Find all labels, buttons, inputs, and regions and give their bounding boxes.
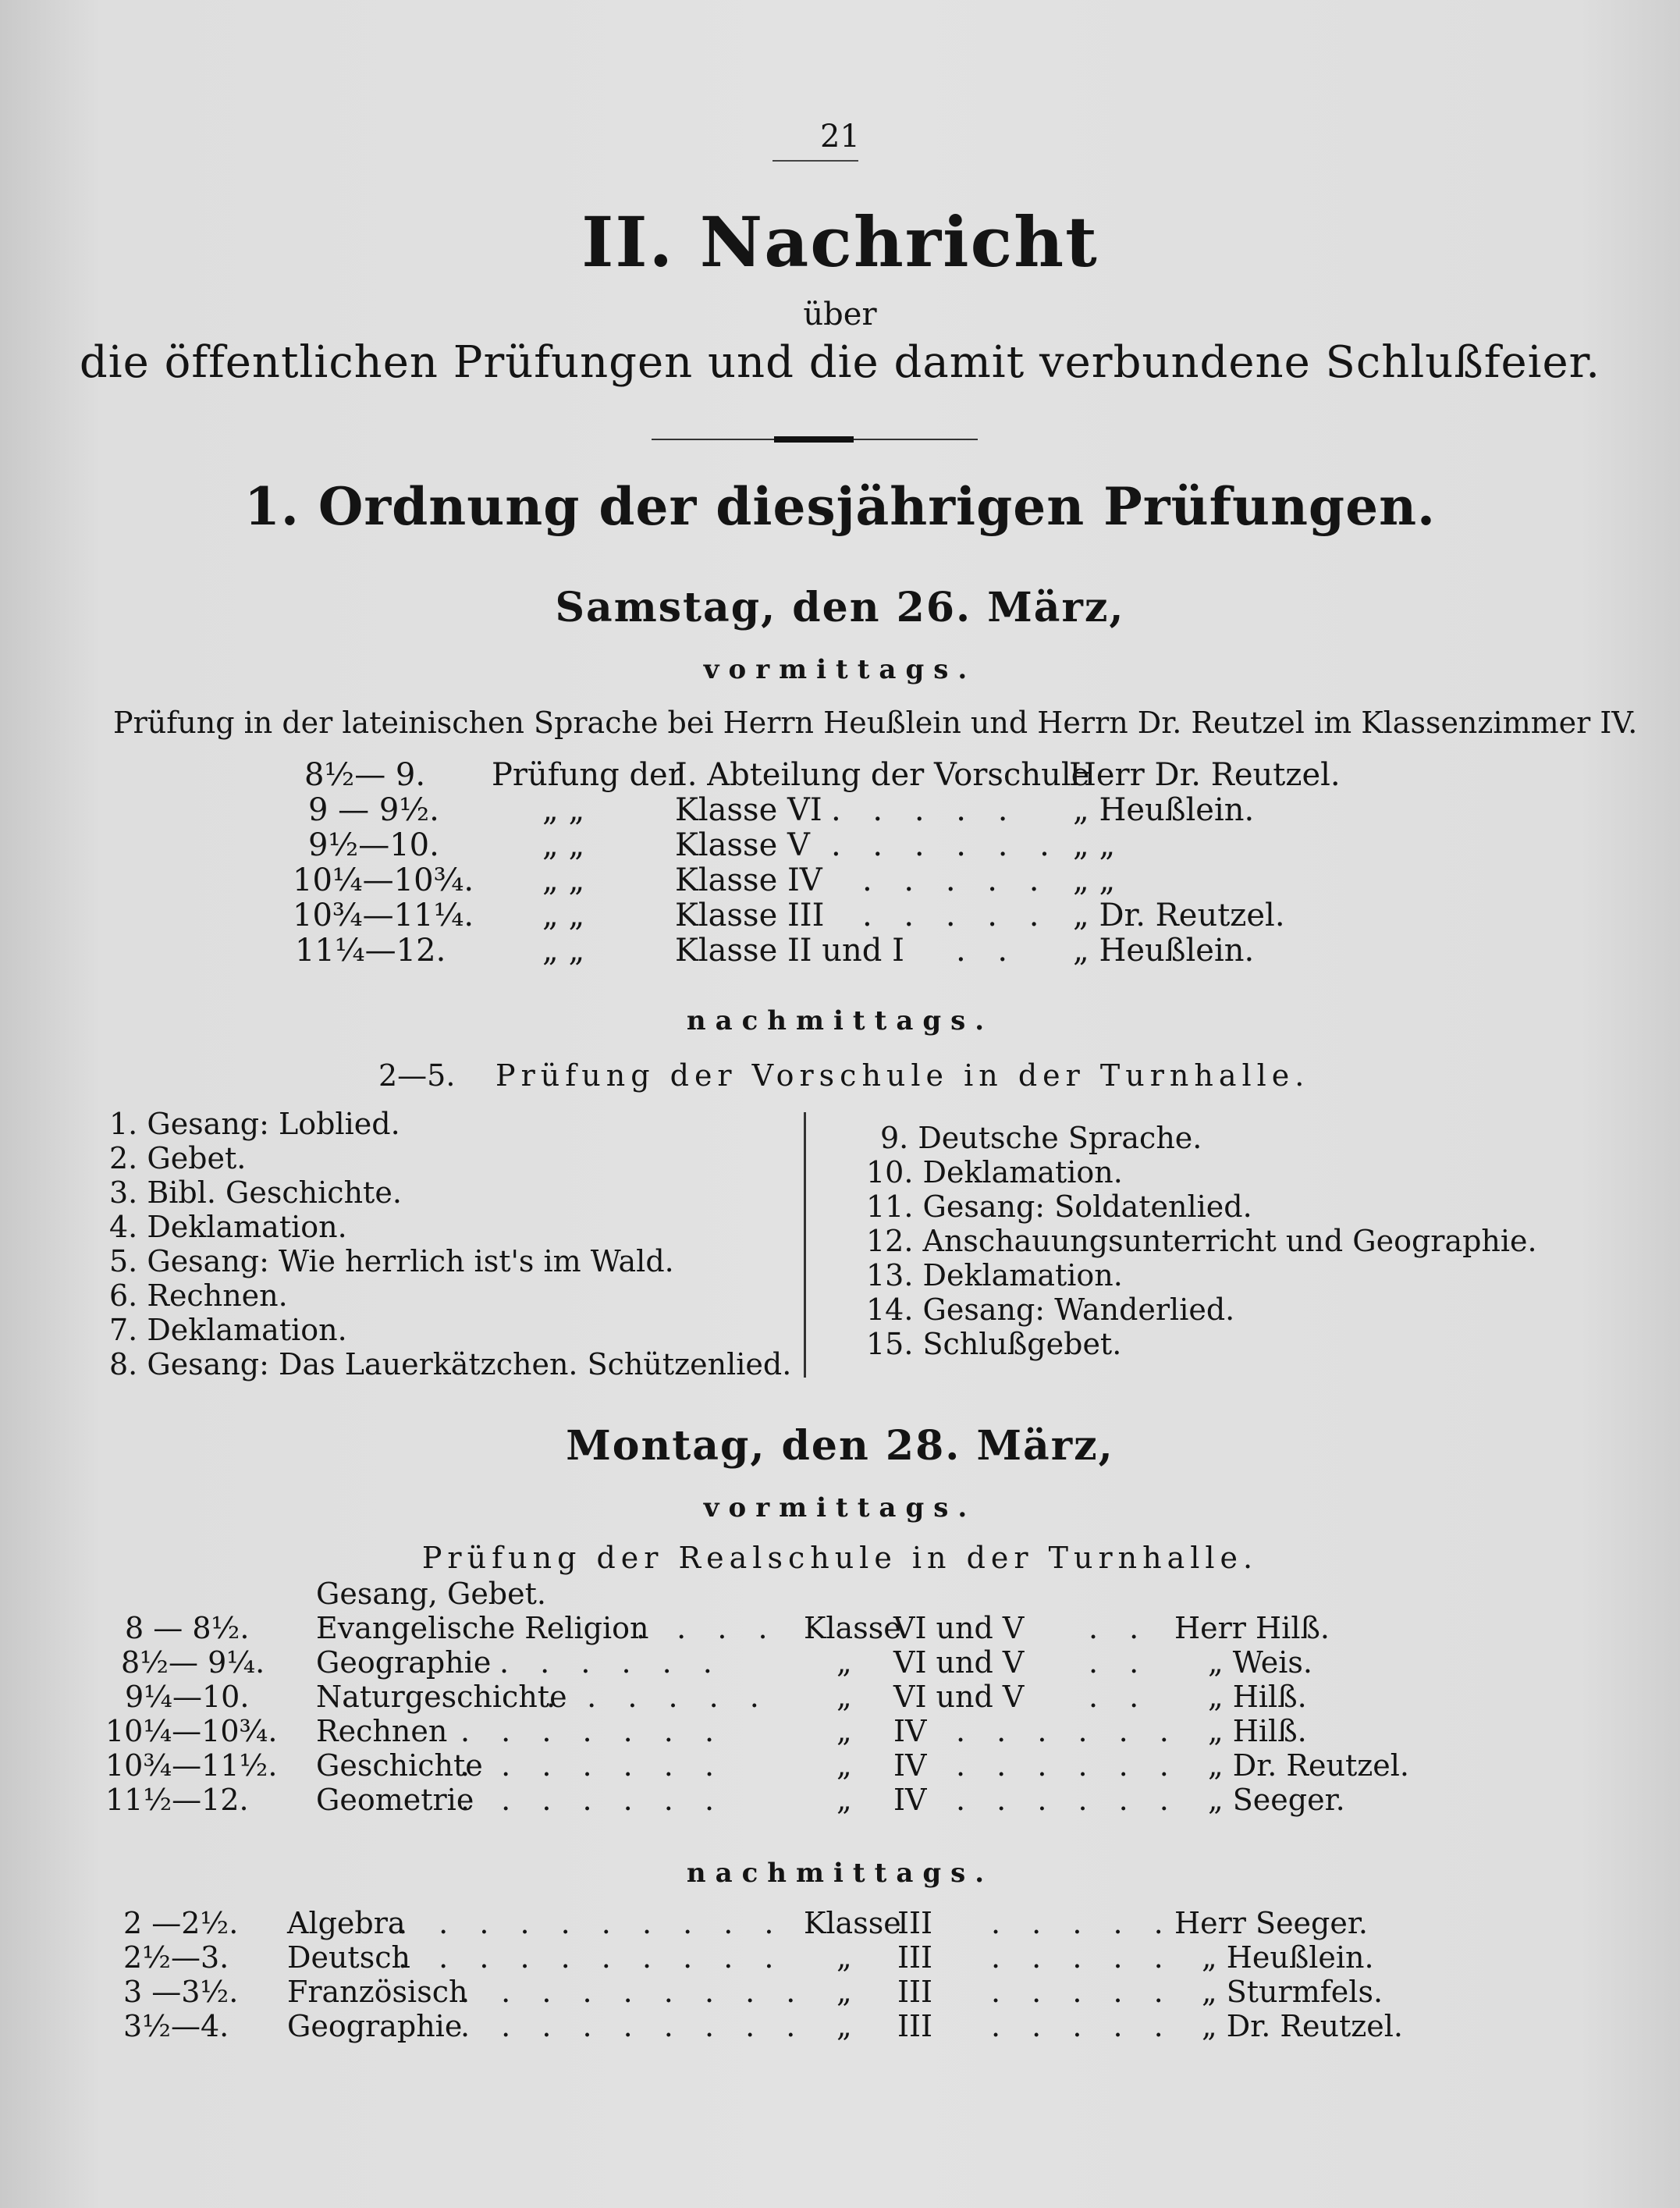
row-teacher: Herr Seeger. xyxy=(1174,1906,1368,1940)
row-level: IV xyxy=(893,1783,927,1817)
monday-morning-intro: Prüfung der Realschule in der Turnhalle. xyxy=(421,1541,1259,1575)
row-subject: Geometrie xyxy=(316,1783,474,1817)
row-time: 10¾—11¼. xyxy=(293,898,474,933)
row-time: 9¼—10. xyxy=(125,1680,250,1714)
row-klasse: „ xyxy=(836,1940,852,1975)
program-item: 9. Deutsche Sprache. xyxy=(880,1121,1202,1155)
row-leader-dots: . . . . . xyxy=(831,792,1019,828)
row-time: 3½—4. xyxy=(123,2009,229,2043)
row-leader-dots: . . . . . . xyxy=(499,1645,723,1680)
program-item: 13. Deklamation. xyxy=(866,1258,1123,1292)
saturday-afternoon-time: 2—5. xyxy=(378,1058,456,1093)
row-subject: Naturgeschichte xyxy=(316,1680,567,1714)
row-klasse: „ xyxy=(836,1783,852,1817)
row-klasse: „ xyxy=(836,1748,852,1783)
row-teacher: „ Dr. Reutzel. xyxy=(1073,898,1285,933)
program-item: 2. Gebet. xyxy=(109,1141,247,1175)
row-subject: Geographie xyxy=(287,2009,463,2043)
column-divider xyxy=(804,1112,806,1378)
row-leader-dots: . . . . . . xyxy=(956,1748,1180,1783)
row-leader-dots: . . . . . . xyxy=(831,827,1060,863)
monday-morning-label: vormittags. xyxy=(703,1492,977,1524)
row-teacher: „ Weis. xyxy=(1208,1645,1312,1680)
row-level: VI und V xyxy=(893,1645,1025,1680)
row-group: Klasse IV xyxy=(675,862,822,898)
row-subject: Algebra xyxy=(287,1906,406,1940)
row-time: 9½—10. xyxy=(308,827,439,863)
row-time: 9 — 9½. xyxy=(308,792,439,828)
row-time: 8½— 9¼. xyxy=(121,1645,265,1680)
row-teacher: „ Heußlein. xyxy=(1073,792,1255,828)
row-teacher: „ „ xyxy=(1073,862,1116,898)
page-number: 21 xyxy=(820,119,860,155)
row-teacher: „ Hilß. xyxy=(1208,1714,1307,1748)
row-level: VI und V xyxy=(893,1680,1025,1714)
program-item: 12. Anschauungsunterricht und Geographie. xyxy=(866,1224,1537,1258)
row-leader-dots: . . . . xyxy=(636,1611,779,1645)
row-teacher: Herr Dr. Reutzel. xyxy=(1069,757,1341,793)
row-level: III xyxy=(897,1940,933,1975)
main-title: II. Nachricht xyxy=(581,201,1099,283)
row-prefix: „ „ xyxy=(542,792,585,828)
row-group: Klasse III xyxy=(675,898,825,933)
row-level: IV xyxy=(893,1748,927,1783)
heading-ueber: über xyxy=(803,297,877,332)
row-leader-dots: . . . . . . xyxy=(956,1714,1180,1748)
row-level: III xyxy=(897,1906,933,1940)
row-teacher: „ Dr. Reutzel. xyxy=(1202,2009,1403,2043)
row-klasse: Klasse xyxy=(804,1906,901,1940)
row-leader-dots: . . . . . xyxy=(991,1940,1174,1975)
ornamental-rule-center xyxy=(774,436,854,443)
row-prefix: „ „ xyxy=(542,862,585,898)
row-time: 10¼—10¾. xyxy=(105,1714,278,1748)
program-item: 5. Gesang: Wie herrlich ist's im Wald. xyxy=(109,1244,674,1278)
row-teacher: „ Sturmfels. xyxy=(1202,1975,1383,2009)
row-leader-dots: . . . . . . . . . . xyxy=(398,1940,785,1975)
program-item: 10. Deklamation. xyxy=(866,1155,1123,1189)
row-klasse: „ xyxy=(836,1714,852,1748)
row-level: III xyxy=(897,2009,933,2043)
row-teacher: „ „ xyxy=(1073,827,1116,863)
row-time: 11½—12. xyxy=(105,1783,249,1817)
row-teacher: Herr Hilß. xyxy=(1174,1611,1330,1645)
row-subject: Französisch xyxy=(287,1975,468,2009)
row-subject: Geographie xyxy=(316,1645,492,1680)
row-subject: Deutsch xyxy=(287,1940,410,1975)
row-teacher: „ Seeger. xyxy=(1208,1783,1345,1817)
row-leader-dots: . . . . . . . . . . xyxy=(398,1906,785,1940)
program-item: 4. Deklamation. xyxy=(109,1210,347,1244)
row-klasse: „ xyxy=(836,1680,852,1714)
row-time: 11¼—12. xyxy=(295,933,446,969)
row-klasse: „ xyxy=(836,2009,852,2043)
row-group: Klasse VI xyxy=(675,792,822,828)
row-group: Klasse V xyxy=(675,827,810,863)
row-time: 2 —2½. xyxy=(123,1906,239,1940)
row-subject: Evangelische Religion xyxy=(316,1611,649,1645)
row-leader-dots: . . xyxy=(1089,1680,1150,1714)
row-time: 2½—3. xyxy=(123,1940,229,1975)
saturday-afternoon-intro: Prüfung der Vorschule in der Turnhalle. xyxy=(495,1058,1310,1093)
saturday-afternoon-label: nachmittags. xyxy=(686,1005,994,1036)
row-klasse: Klasse xyxy=(804,1611,901,1645)
row-group: I. Abteilung der Vorschule xyxy=(675,757,1090,793)
row-level: VI und V xyxy=(893,1611,1025,1645)
program-item: 6. Rechnen. xyxy=(109,1278,288,1313)
row-klasse: „ xyxy=(836,1645,852,1680)
row-leader-dots: . . xyxy=(1089,1645,1150,1680)
row-leader-dots: . . xyxy=(956,933,1019,969)
program-item: 3. Bibl. Geschichte. xyxy=(109,1175,402,1210)
row-teacher: „ Hilß. xyxy=(1208,1680,1307,1714)
row-leader-dots: . . . . . . xyxy=(956,1783,1180,1817)
program-item: 14. Gesang: Wanderlied. xyxy=(866,1292,1235,1327)
row-subject: Rechnen xyxy=(316,1714,448,1748)
row-group: Klasse II und I xyxy=(675,933,904,969)
monday-afternoon-label: nachmittags. xyxy=(686,1858,994,1889)
row-leader-dots: . . . . . xyxy=(862,898,1050,933)
program-item: 1. Gesang: Loblied. xyxy=(109,1107,400,1141)
row-time: 8½— 9. xyxy=(304,757,426,793)
row-time: 10¼—10¾. xyxy=(293,862,474,898)
saturday-morning-label: vormittags. xyxy=(703,654,977,685)
row-level: IV xyxy=(893,1714,927,1748)
row-leader-dots: . . . . . . . xyxy=(460,1783,726,1817)
row-leader-dots: . . . . . xyxy=(991,1975,1174,2009)
program-item: 11. Gesang: Soldatenlied. xyxy=(866,1189,1252,1224)
saturday-morning-intro: Prüfung in der lateinischen Sprache bei Herrn Heußlein und Herrn Dr. Reutzel im Klassenzimmer IV. xyxy=(113,706,1638,740)
program-item: 15. Schlußgebet. xyxy=(866,1327,1122,1361)
row-level: III xyxy=(897,1975,933,2009)
row-teacher: „ Heußlein. xyxy=(1202,1940,1374,1975)
program-item: 7. Deklamation. xyxy=(109,1313,347,1347)
row-leader-dots: . . . . . . . . . xyxy=(460,1975,807,2009)
row-leader-dots: . . . . . . . xyxy=(460,1748,726,1783)
row-teacher: „ Heußlein. xyxy=(1073,933,1255,969)
row-teacher: „ Dr. Reutzel. xyxy=(1208,1748,1409,1783)
row-leader-dots: . . . . . xyxy=(991,1906,1174,1940)
row-prefix: Prüfung der xyxy=(492,757,683,793)
row-klasse: „ xyxy=(836,1975,852,2009)
section-title: 1. Ordnung der diesjährigen Prüfungen. xyxy=(243,476,1437,537)
row-leader-dots: . . . . . . . xyxy=(460,1714,726,1748)
row-prefix: „ „ xyxy=(542,898,585,933)
row-prefix: „ „ xyxy=(542,827,585,863)
row-time: 8 — 8½. xyxy=(125,1611,250,1645)
monday-opening: Gesang, Gebet. xyxy=(316,1577,546,1611)
row-leader-dots: . . . . . . . . . xyxy=(460,2009,807,2043)
row-time: 3 —3½. xyxy=(123,1975,239,2009)
row-leader-dots: . . . . . . xyxy=(546,1680,770,1714)
program-item: 8. Gesang: Das Lauerkätzchen. Schützenlied. xyxy=(109,1347,792,1381)
monday-heading: Montag, den 28. März, xyxy=(566,1422,1114,1470)
row-prefix: „ „ xyxy=(542,933,585,969)
row-leader-dots: . . xyxy=(1089,1611,1150,1645)
saturday-heading: Samstag, den 26. März, xyxy=(555,584,1125,631)
row-time: 10¾—11½. xyxy=(105,1748,278,1783)
row-subject: Geschichte xyxy=(316,1748,483,1783)
page-number-rule xyxy=(773,160,858,162)
row-leader-dots: . . . . . xyxy=(862,862,1050,898)
heading-subtitle: die öffentlichen Prüfungen und die damit verbundene Schlußfeier. xyxy=(79,337,1601,388)
row-leader-dots: . . . . . xyxy=(991,2009,1174,2043)
